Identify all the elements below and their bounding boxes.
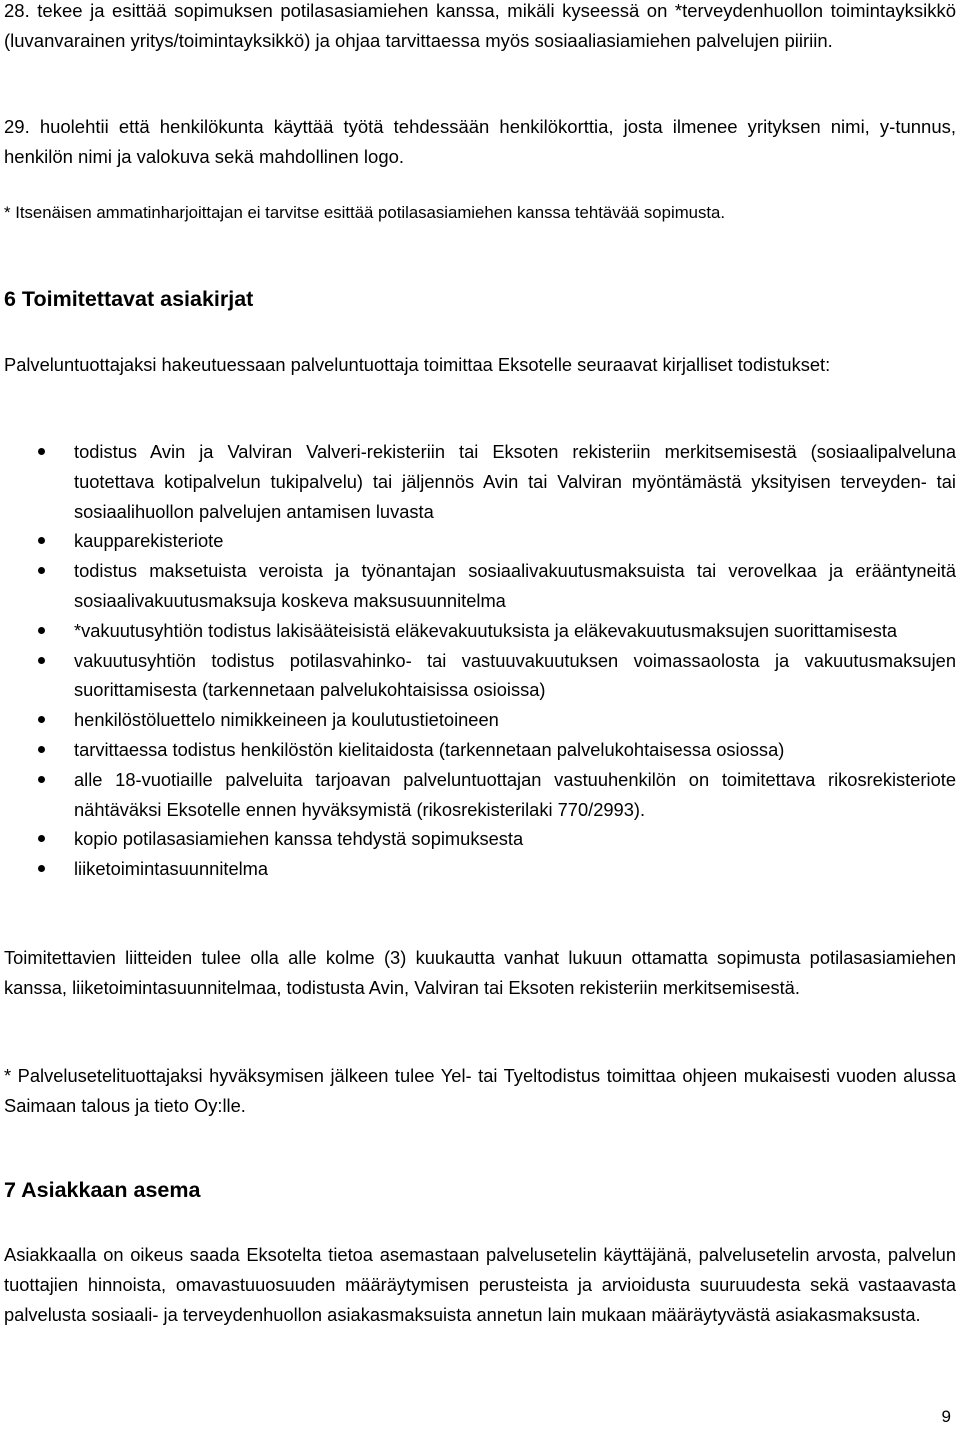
list-item: todistus maksetuista veroista ja työnantajan sosiaalivakuutusmaksuista tai verovelkaa ja erääntyneitä sosiaalivakuutusmaksuja koskeva maksusuunnitelma — [0, 556, 956, 616]
bullet-icon — [38, 627, 45, 634]
bullet-icon — [38, 537, 45, 544]
bullet-icon — [38, 865, 45, 872]
bullet-icon — [38, 448, 45, 455]
section-6-footnote: * Palvelusetelituottajaksi hyväksymisen jälkeen tulee Yel- tai Tyeltodistus toimittaa ohjeen mukaisesti vuoden alussa Saimaan talous ja tieto Oy:lle. — [4, 1065, 956, 1116]
list-item: liiketoimintasuunnitelma — [0, 854, 956, 884]
required-documents-list — [0, 437, 956, 884]
list-item: alle 18-vuotiaille palveluita tarjoavan palveluntuottajan vastuuhenkilön on toimitettava rikosrekisteriote nähtäväksi Eksotelle ennen hyväksymistä (rikosrekisterilaki 770/2993). — [0, 765, 956, 825]
footnote-self-employed: * Itsenäisen ammatinharjoittajan ei tarvitse esittää potilasasiamiehen kanssa tehtävää sopimusta. — [4, 203, 726, 222]
bullet-icon — [38, 716, 45, 723]
bullet-icon — [38, 746, 45, 753]
section-6-intro: Palveluntuottajaksi hakeutuessaan palveluntuottaja toimittaa Eksotelle seuraavat kirjalliset todistukset: — [4, 354, 831, 375]
item-number: 29. — [4, 116, 30, 137]
section-6-heading: 6 Toimitettavat asiakirjat — [4, 287, 254, 311]
bullet-icon — [38, 835, 45, 842]
bullet-icon — [38, 567, 45, 574]
item-text: tekee ja esittää sopimuksen potilasasiamiehen kanssa, mikäli kyseessä on *terveydenhuollon toimintayksikkö (luvanvarainen yritys/toimintayksikkö) ja ohjaa tarvittaessa myös sosiaaliasiamiehen palvelujen piiriin. — [4, 0, 957, 51]
list-item: kopio potilasasiamiehen kanssa tehdystä sopimuksesta — [0, 824, 956, 854]
list-item: tarvittaessa todistus henkilöstön kielitaidosta (tarkennetaan palvelukohtaisessa osiossa) — [0, 735, 956, 765]
section-7-paragraph: Asiakkaalla on oikeus saada Eksotelta tietoa asemastaan palvelusetelin käyttäjänä, palvelusetelin arvosta, palvelun tuottajien hinnoista, omavastuuosuuden määräytymisen perusteista ja arvioidusta suuruudesta sekä vastaavasta palvelusta sosiaali- ja terveydenhuollon asiakasmaksuista annetun lain mukaan määräytyvästä asiakasmaksusta. — [4, 1244, 956, 1325]
list-item: henkilöstöluettelo nimikkeineen ja koulutustietoineen — [0, 705, 956, 735]
list-item: *vakuutusyhtiön todistus lakisääteisistä eläkevakuutuksista ja eläkevakuutusmaksujen suorittamisesta — [0, 616, 956, 646]
list-item: todistus Avin ja Valviran Valveri-rekisteriin tai Eksoten rekisteriin merkitsemisestä (sosiaalipalveluna tuotettava kotipalvelun tukipalvelu) tai jäljennös Avin tai Valviran myöntämästä yksityisen terveyden- tai sosiaalihuollon palvelujen antamisen luvasta — [0, 437, 956, 526]
page-number: 9 — [941, 1407, 951, 1426]
list-item: kaupparekisteriote — [0, 526, 956, 556]
attachments-note: Toimitettavien liitteiden tulee olla alle kolme (3) kuukautta vanhat lukuun ottamatta sopimusta potilasasiamiehen kanssa, liiketoimintasuunnitelmaa, todistusta Avin, Valviran tai Eksoten rekisteriin merkitsemisestä. — [4, 947, 956, 998]
item-number: 28. — [4, 0, 30, 21]
bullet-icon — [38, 776, 45, 783]
item-text: huolehtii että henkilökunta käyttää työtä tehdessään henkilökorttia, josta ilmenee yrityksen nimi, y-tunnus, henkilön nimi ja valokuva sekä mahdollinen logo. — [4, 116, 956, 167]
bullet-icon — [38, 657, 45, 664]
section-7-heading: 7 Asiakkaan asema — [4, 1178, 201, 1202]
list-item: vakuutusyhtiön todistus potilasvahinko- tai vastuuvakuutuksen voimassaolosta ja vakuutusmaksujen suorittamisesta (tarkennetaan palvelukohtaisissa osioissa) — [0, 646, 956, 706]
list-item-28 — [4, 0, 956, 55]
list-item-29 — [4, 112, 956, 171]
